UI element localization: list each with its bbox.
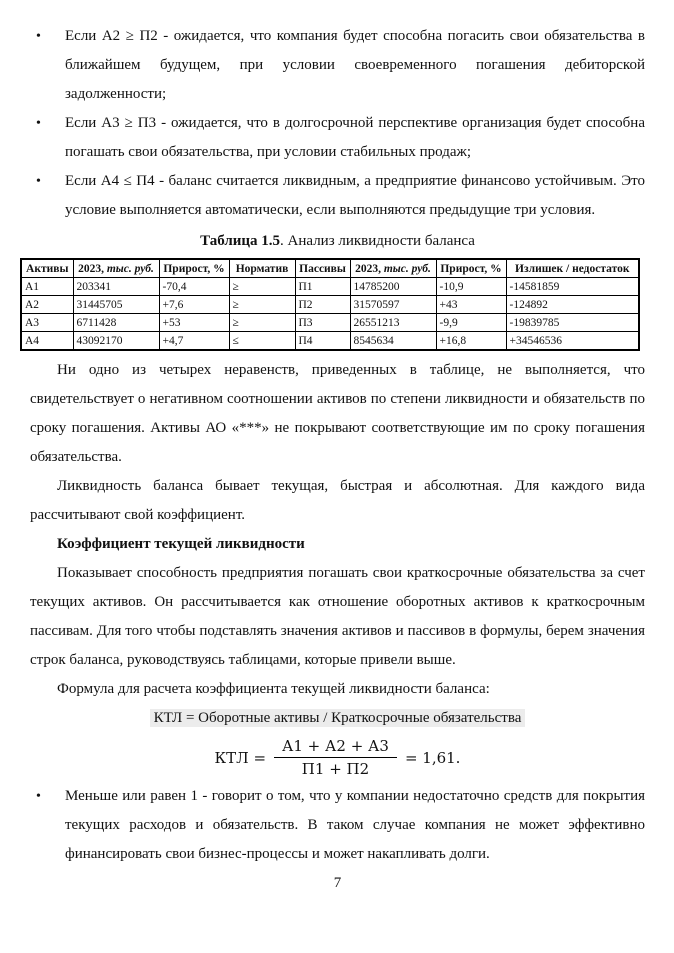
bullet-text: Меньше или равен 1 - говорит о том, что у компании недостаточно средств для покрытия текущих расходов и обязательств. В таком случае компания не может эффективно финансировать свои бизнес-процессы и может накапливать долги.: [65, 788, 645, 862]
cell-liability-growth: +16,8: [436, 332, 506, 351]
cell-norm-sign: ≥: [229, 278, 295, 296]
cell-asset-value: 6711428: [73, 314, 159, 332]
col-header-assets-2023: 2023, тыс. руб.: [73, 259, 159, 278]
formula-result: = 1,61.: [404, 748, 461, 767]
table-row: [21, 332, 639, 351]
section-heading-current-liquidity: Коэффициент текущей ликвидности: [57, 536, 305, 552]
table-row: [21, 278, 639, 296]
cell-asset: А3: [21, 314, 73, 332]
cell-liability-value: 14785200: [350, 278, 436, 296]
cell-surplus: -19839785: [506, 314, 639, 332]
cell-asset: А1: [21, 278, 73, 296]
bullet-text: Если А2 ≥ П2 - ожидается, что компания будет способна погасить свои обязательства в ближайшем будущем, при условии своевременного погашения дебиторской задолженности;: [65, 28, 645, 102]
cell-surplus: +34546536: [506, 332, 639, 351]
cell-liability-growth: +43: [436, 296, 506, 314]
paragraph-liquidity-types: Ликвидность баланса бывает текущая, быстрая и абсолютная. Для каждого вида рассчитывают свой коэффициент.: [30, 478, 645, 523]
cell-asset-growth: +53: [159, 314, 229, 332]
cell-liability-value: 31570597: [350, 296, 436, 314]
cell-liability: П1: [295, 278, 350, 296]
table-caption-number: Таблица 1.5: [200, 233, 281, 249]
list-item: [30, 782, 645, 869]
cell-norm-sign: ≥: [229, 296, 295, 314]
cell-asset: А2: [21, 296, 73, 314]
col-header-liabilities: Пассивы: [295, 259, 350, 278]
formula-lhs: КТЛ =: [214, 748, 267, 767]
formula-equation: [30, 737, 645, 778]
cell-surplus: -124892: [506, 296, 639, 314]
cell-norm-sign: ≥: [229, 314, 295, 332]
cell-asset-growth: +4,7: [159, 332, 229, 351]
formula-numerator: А1 + А2 + А3: [282, 737, 389, 755]
paragraph-conclusion: Ни одно из четырех неравенств, приведенных в таблице, не выполняется, что свидетельствует о негативном соотношении активов по степени ликвидности и обязательств по сроку погашения. Активы АО «***» не покрывают соответствующие им по сроку погашения обязательства.: [30, 362, 645, 465]
table-row: [21, 314, 639, 332]
bullet-icon: •: [36, 116, 41, 131]
bullet-icon: •: [36, 29, 41, 44]
table-caption-title: . Анализ ликвидности баланса: [280, 233, 475, 249]
table-row: [21, 296, 639, 314]
col-header-liabilities-2023: 2023, тыс. руб.: [350, 259, 436, 278]
col-header-assets-growth: Прирост, %: [159, 259, 229, 278]
col-header-norm: Норматив: [229, 259, 295, 278]
cell-liability-growth: -9,9: [436, 314, 506, 332]
col-header-surplus: Излишек / недостаток: [506, 259, 639, 278]
cell-asset-growth: +7,6: [159, 296, 229, 314]
cell-liability-growth: -10,9: [436, 278, 506, 296]
cell-asset-value: 31445705: [73, 296, 159, 314]
page-number: 7: [333, 875, 342, 891]
paragraph-ratio-description: Показывает способность предприятия погашать свои краткосрочные обязательства за счет текущих активов. Он рассчитывается как отношение оборотных активов к краткосрочным пассивам. Для того чтобы подставлять значения активов и пассивов в формулы, берем значения строк баланса, руководствуясь таблицами, которые привели выше.: [30, 565, 645, 668]
cell-asset-value: 203341: [73, 278, 159, 296]
table-caption: [30, 227, 645, 255]
table-header-row: [21, 259, 639, 278]
cell-liability-value: 8545634: [350, 332, 436, 351]
cell-norm-sign: ≤: [229, 332, 295, 351]
bullet-text: Если А3 ≥ П3 - ожидается, что в долгосрочной перспективе организация будет способна погашать свои обязательства, при условии стабильных продаж;: [65, 115, 645, 160]
cell-asset-value: 43092170: [73, 332, 159, 351]
cell-asset: А4: [21, 332, 73, 351]
bullet-icon: •: [36, 174, 41, 189]
cell-liability-value: 26551213: [350, 314, 436, 332]
col-header-assets: Активы: [21, 259, 73, 278]
cell-liability: П2: [295, 296, 350, 314]
liquidity-table: [20, 258, 640, 351]
list-item: [30, 167, 645, 225]
formula-highlighted-text: КТЛ = Оборотные активы / Краткосрочные обязательства: [150, 709, 526, 727]
bullet-icon: •: [36, 789, 41, 804]
list-item: [30, 109, 645, 167]
bullet-list-top: [30, 22, 645, 225]
list-item: [30, 22, 645, 109]
formula-denominator: П1 + П2: [274, 757, 397, 778]
cell-asset-growth: -70,4: [159, 278, 229, 296]
formula-text-line: [30, 704, 645, 733]
col-header-liabilities-growth: Прирост, %: [436, 259, 506, 278]
formula-fraction: [274, 737, 397, 778]
cell-liability: П4: [295, 332, 350, 351]
paragraph-formula-intro: Формула для расчета коэффициента текущей ликвидности баланса:: [57, 681, 490, 697]
bullet-text: Если А4 ≤ П4 - баланс считается ликвидным, а предприятие финансово устойчивым. Это условие выполняется автоматически, если выполняются предыдущие три условия.: [65, 173, 645, 218]
cell-surplus: -14581859: [506, 278, 639, 296]
cell-liability: П3: [295, 314, 350, 332]
